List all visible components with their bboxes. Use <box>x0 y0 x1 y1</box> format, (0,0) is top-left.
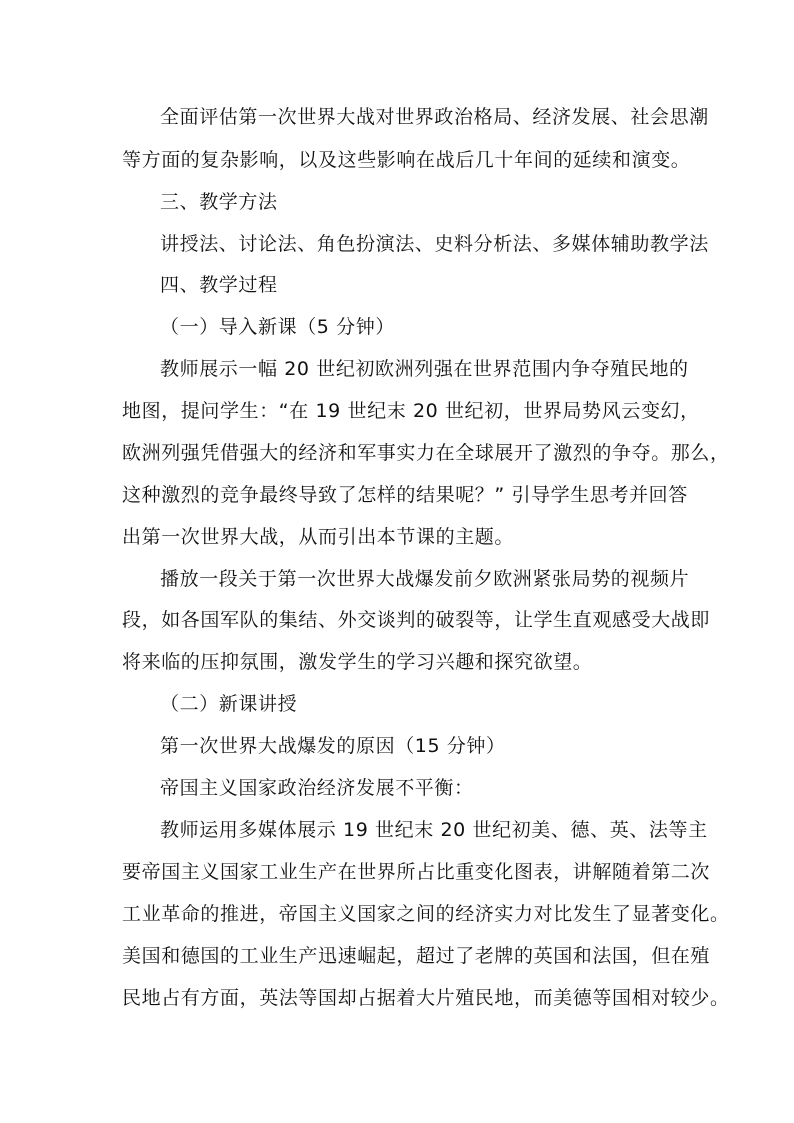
paragraph-line: 等方面的复杂影响，以及这些影响在战后几十年间的延续和演变。 <box>122 149 691 171</box>
paragraph-line: 段，如各国军队的集结、外交谈判的破裂等，让学生直观感受大战即 <box>122 609 711 631</box>
topic-heading: 第一次世界大战爆发的原因（15 分钟） <box>160 735 506 757</box>
paragraph-line: 要帝国主义国家工业生产在世界所占比重变化图表，讲解随着第二次 <box>122 861 711 883</box>
paragraph-line: 这种激烈的竞争最终导致了怎样的结果呢？” 引导学生思考并回答 <box>122 484 688 506</box>
paragraph-line: 美国和德国的工业生产迅速崛起，超过了老牌的英国和法国，但在殖 <box>122 945 711 967</box>
paragraph-line: 地图，提问学生：“在 19 世纪末 20 世纪初，世界局势风云变幻， <box>122 400 700 422</box>
paragraph-line: 教师展示一幅 20 世纪初欧洲列强在世界范围内争夺殖民地的 <box>160 358 689 380</box>
section-heading: 三、教学方法 <box>160 191 278 213</box>
paragraph-line: 民地占有方面，英法等国却占据着大片殖民地，而美德等国相对较少。 <box>122 987 730 1009</box>
paragraph-line: 出第一次世界大战，从而引出本节课的主题。 <box>122 526 515 548</box>
paragraph-line: 教师运用多媒体展示 19 世纪末 20 世纪初美、德、英、法等主 <box>160 819 708 841</box>
subsection-heading: （二）新课讲授 <box>160 693 298 715</box>
paragraph-line: 将来临的压抑氛围，激发学生的学习兴趣和探究欲望。 <box>122 651 593 673</box>
paragraph-line: 讲授法、讨论法、角色扮演法、史料分析法、多媒体辅助教学法 <box>160 233 709 255</box>
paragraph-line: 播放一段关于第一次世界大战爆发前夕欧洲紧张局势的视频片 <box>160 568 690 590</box>
section-heading: 四、教学过程 <box>160 274 278 296</box>
topic-subheading: 帝国主义国家政治经济发展不平衡： <box>160 777 474 799</box>
paragraph-line: 欧洲列强凭借强大的经济和军事实力在全球展开了激烈的争夺。那么， <box>122 442 730 464</box>
subsection-heading: （一）导入新课（5 分钟） <box>160 316 395 338</box>
paragraph-line: 工业革命的推进，帝国主义国家之间的经济实力对比发生了显著变化。 <box>122 903 730 925</box>
paragraph-line: 全面评估第一次世界大战对世界政治格局、经济发展、社会思潮 <box>160 106 709 128</box>
